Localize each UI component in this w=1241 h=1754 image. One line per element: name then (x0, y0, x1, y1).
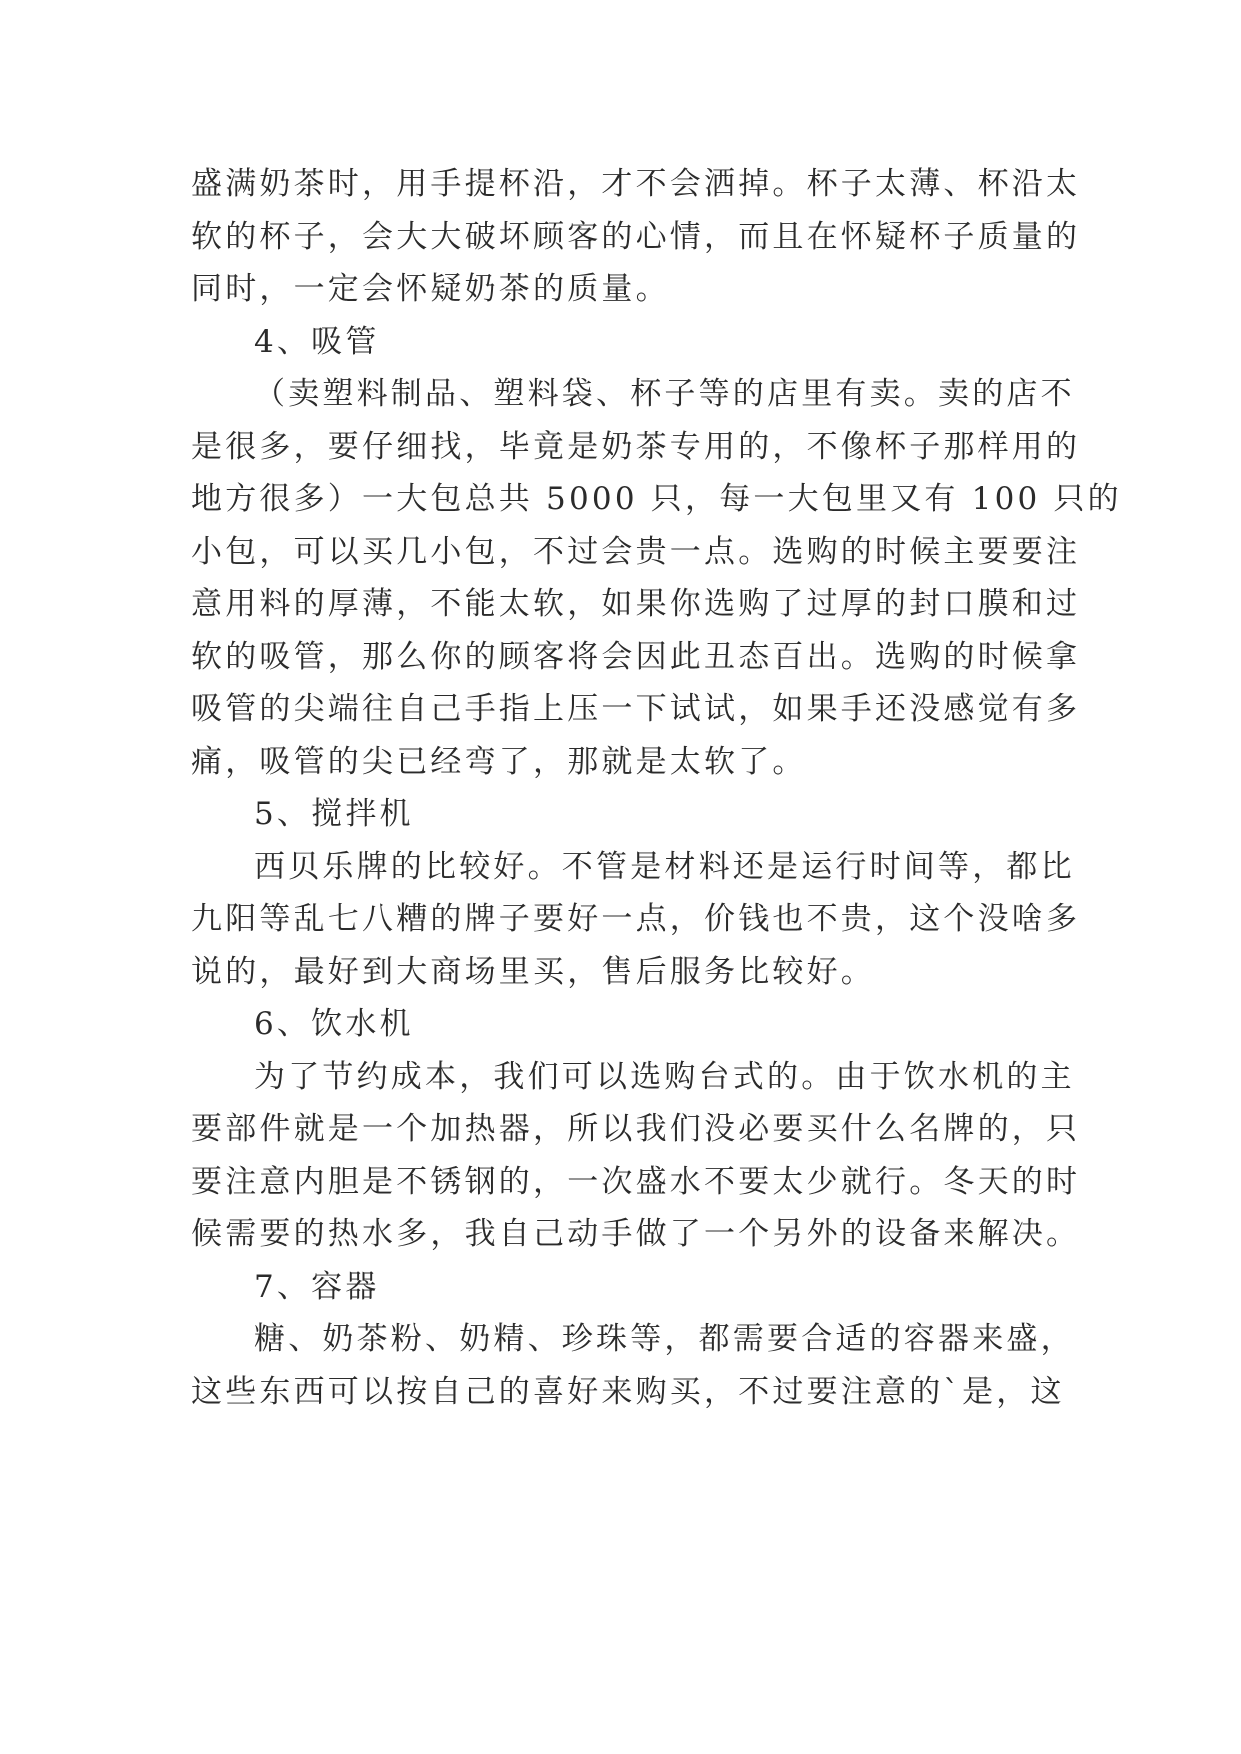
paragraph-line: 痛，吸管的尖已经弯了，那就是太软了。 (191, 743, 807, 780)
paragraph-line: 说的，最好到大商场里买，售后服务比较好。 (191, 953, 875, 990)
paragraph-line: 同时，一定会怀疑奶茶的质量。 (191, 271, 670, 307)
section-heading-straw: 4、吸管 (254, 323, 380, 360)
paragraph-line: 意用料的厚薄，不能太软，如果你选购了过厚的封口膜和过 (191, 586, 1081, 622)
paragraph-line: 为了节约成本，我们可以选购台式的。由于饮水机的主 (254, 1058, 1075, 1095)
paragraph-line: （卖塑料制品、塑料袋、杯子等的店里有卖。卖的店不 (254, 376, 1075, 412)
paragraph-line: 这些东西可以按自己的喜好来购买，不过要注意的`是，这 (191, 1373, 1065, 1410)
paragraph-line: 糖、奶茶粉、奶精、珍珠等，都需要合适的容器来盛， (254, 1321, 1075, 1357)
paragraph-line: 软的吸管，那么你的顾客将会因此丑态百出。选购的时候拿 (191, 638, 1081, 675)
paragraph-line: 吸管的尖端往自己手指上压一下试试，如果手还没感觉有多 (191, 691, 1081, 727)
paragraph-line: 软的杯子，会大大破坏顾客的心情，而且在怀疑杯子质量的 (191, 218, 1081, 255)
section-heading-containers: 7、容器 (254, 1268, 380, 1305)
paragraph-line: 候需要的热水多，我自己动手做了一个另外的设备来解决。 (191, 1216, 1081, 1252)
paragraph-line: 是很多，要仔细找，毕竟是奶茶专用的，不像杯子那样用的 (191, 428, 1081, 465)
paragraph-line: 盛满奶茶时，用手提杯沿，才不会洒掉。杯子太薄、杯沿太 (191, 166, 1081, 202)
paragraph-line: 地方很多）一大包总共 5000 只，每一大包里又有 100 只的 (191, 481, 1122, 517)
paragraph-line: 要注意内胆是不锈钢的，一次盛水不要太少就行。冬天的时 (191, 1163, 1081, 1200)
body-text (191, 158, 1122, 1418)
section-heading-water-dispenser: 6、饮水机 (254, 1006, 414, 1042)
paragraph-line: 西贝乐牌的比较好。不管是材料还是运行时间等，都比 (254, 848, 1075, 885)
paragraph-line: 小包，可以买几小包，不过会贵一点。选购的时候主要要注 (191, 533, 1081, 570)
paragraph-line: 要部件就是一个加热器，所以我们没必要买什么名牌的，只 (191, 1111, 1081, 1147)
section-heading-blender: 5、搅拌机 (254, 796, 414, 832)
paragraph-line: 九阳等乱七八糟的牌子要好一点，价钱也不贵，这个没啥多 (191, 901, 1081, 937)
